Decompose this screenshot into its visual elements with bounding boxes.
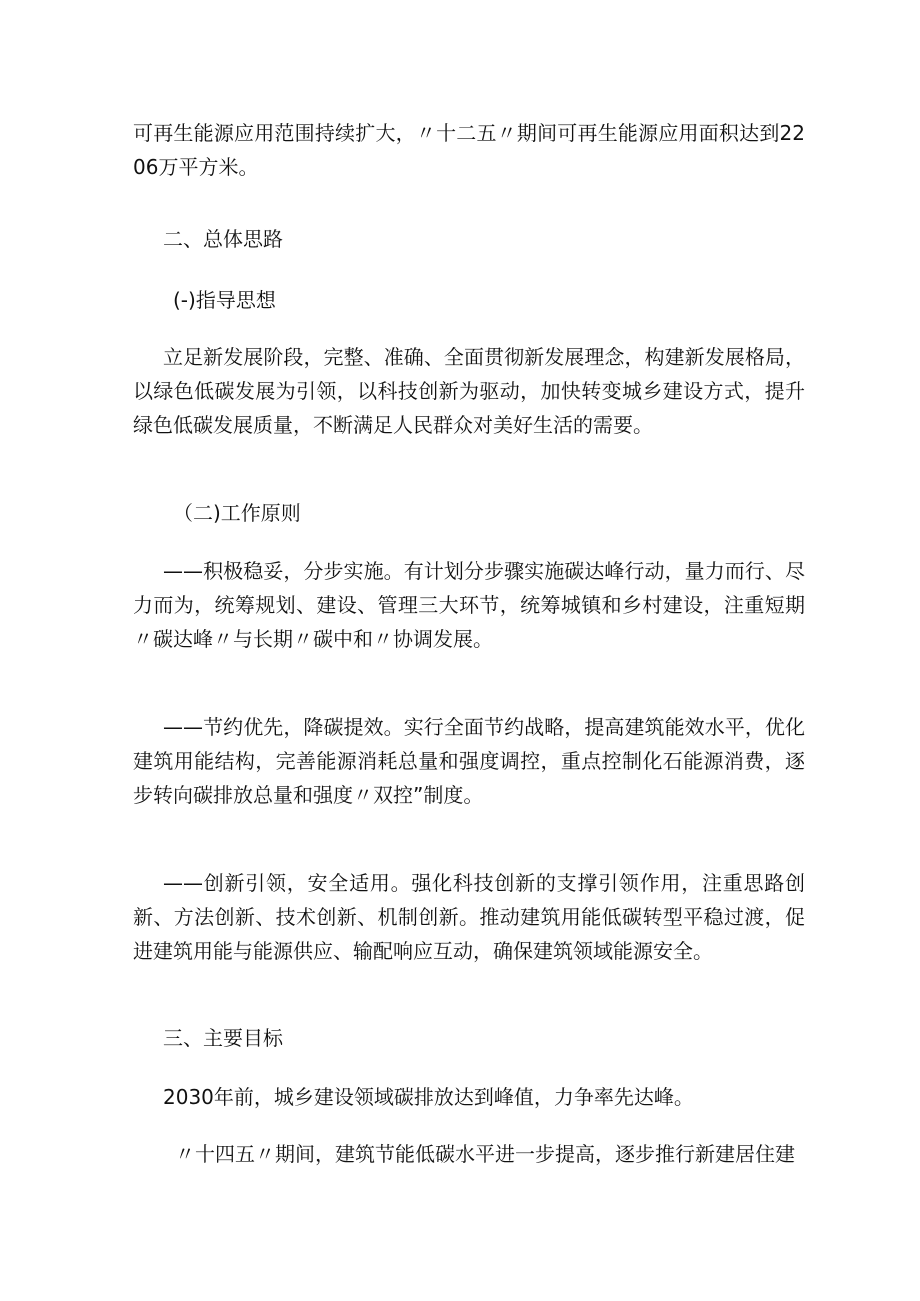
subheading-guiding-ideology: (-)指导思想 <box>173 288 276 312</box>
section-heading-main-goals: 三、主要目标 <box>163 1026 283 1050</box>
paragraph-principle-innovation: ——创新引领，安全适用。强化科技创新的支撑引领作用，注重思路创新、方法创新、技术创新、机制创新。推动建筑用能低碳转型平稳过渡，促进建筑用能与能源供应、输配响应互动，确保建筑领域能源安全。 <box>133 871 805 963</box>
paragraph-renewable-energy: 可再生能源应用范围持续扩大，〃十二五〃期间可再生能源应用面积达到2206万平方米。 <box>133 121 805 179</box>
section-heading-overall-approach: 二、总体思路 <box>163 227 283 251</box>
paragraph-goal-2030: 2030年前，城乡建设领域碳排放达到峰值，力争率先达峰。 <box>163 1085 694 1109</box>
paragraph-principle-steady: ——积极稳妥，分步实施。有计划分步骤实施碳达峰行动，量力而行、尽力而为，统筹规划、建设、管理三大环节，统筹城镇和乡村建设，注重短期〃碳达峰〃与长期〃碳中和〃协调发展。 <box>133 559 805 651</box>
paragraph-goal-14th-five-year: 〃十四五〃期间，建筑节能低碳水平进一步提高，逐步推行新建居住建 <box>175 1142 795 1166</box>
paragraph-guiding-ideology: 立足新发展阶段，完整、准确、全面贯彻新发展理念，构建新发展格局，以绿色低碳发展为引领，以科技创新为驱动，加快转变城乡建设方式，提升绿色低碳发展质量，不断满足人民群众对美好生活的需要。 <box>133 345 805 437</box>
paragraph-principle-saving: ——节约优先，降碳提效。实行全面节约战略，提高建筑能效水平，优化建筑用能结构，完善能源消耗总量和强度调控，重点控制化石能源消费，逐步转向碳排放总量和强度〃双控”制度。 <box>133 715 805 807</box>
subheading-working-principles: （二)工作原则 <box>173 501 301 525</box>
